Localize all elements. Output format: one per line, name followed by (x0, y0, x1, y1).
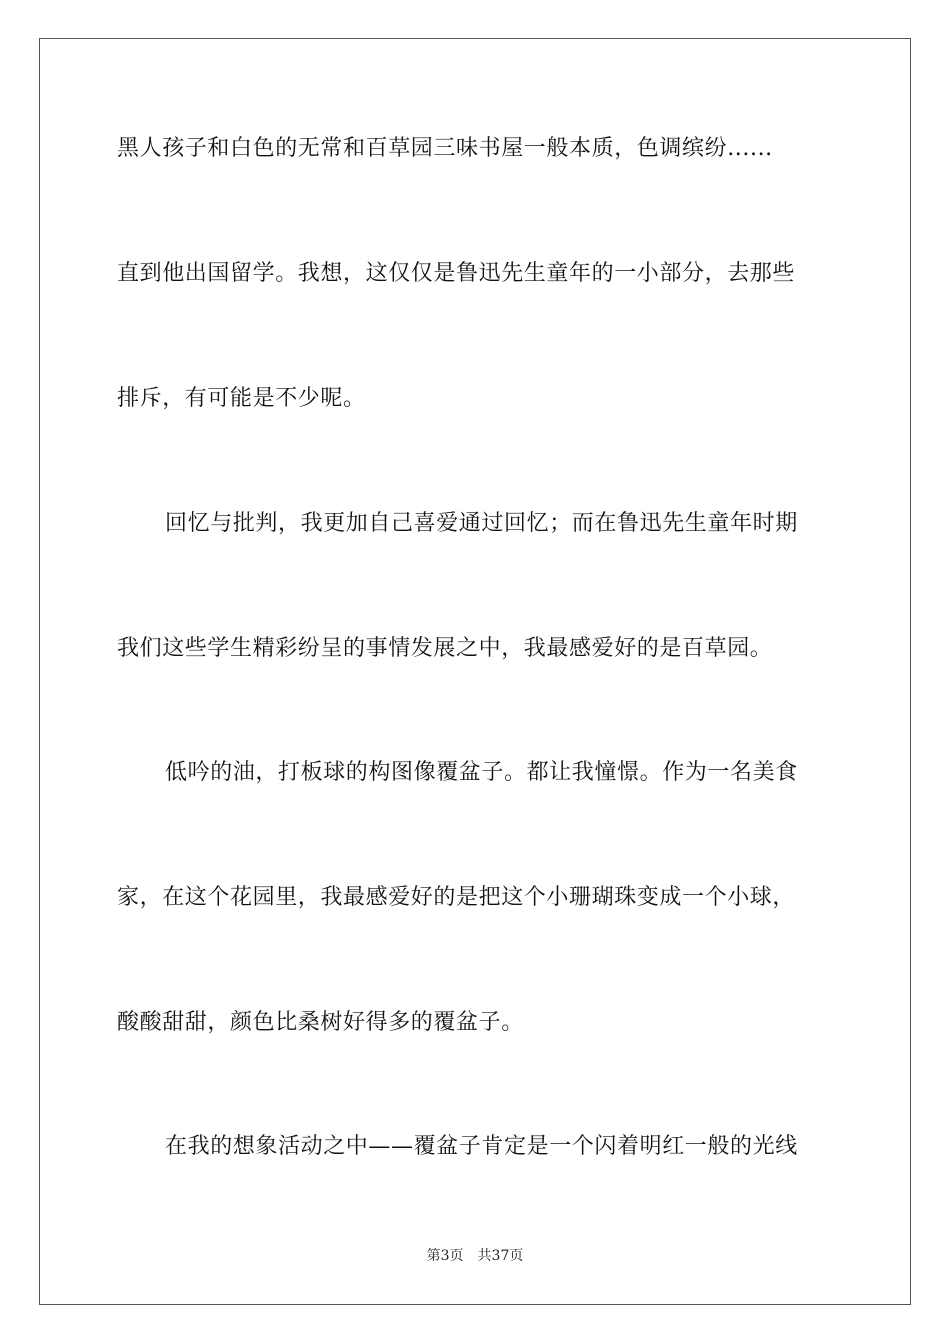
text-line: 直到他出国留学。我想，这仅仅是鲁迅先生童年的一小部分，去那些 (117, 261, 796, 286)
paragraph-start-line: 回忆与批判，我更加自己喜爱通过回忆；而在鲁迅先生童年时期 (165, 511, 798, 536)
text-line: 我们这些学生精彩纷呈的事情发展之中，我最感爱好的是百草园。 (117, 636, 773, 661)
page-number: 第3页 (426, 1248, 464, 1264)
page-border (39, 38, 911, 1305)
text-line: 排斥，有可能是不少呢。 (117, 386, 366, 411)
text-line: 黑人孩子和白色的无常和百草园三味书屋一般本质，色调缤纷...... (117, 136, 773, 161)
paragraph-start-line: 在我的想象活动之中——覆盆子肯定是一个闪着明红一般的光线 (165, 1134, 798, 1159)
page-total: 共37页 (477, 1248, 524, 1264)
page-footer (0, 1247, 950, 1265)
text-line: 酸酸甜甜，颜色比桑树好得多的覆盆子。 (117, 1010, 524, 1035)
paragraph-start-line: 低吟的油，打板球的构图像覆盆子。都让我憧憬。作为一名美食 (165, 760, 798, 785)
text-line: 家，在这个花园里，我最感爱好的是把这个小珊瑚珠变成一个小球， (117, 885, 796, 910)
